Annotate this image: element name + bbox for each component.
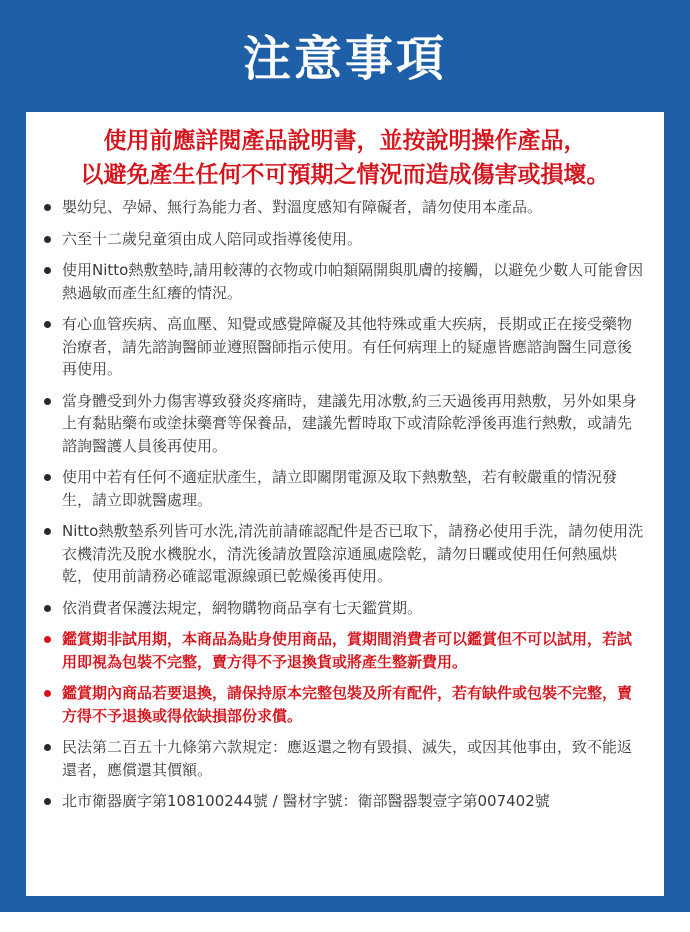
item-text: Nitto熱敷墊系列皆可水洗,清洗前請確認配件是否已取下，請務必使用手洗，請勿使用洗衣機清洗及脫水機脫水，清洗後請放置陰涼通風處陰乾，請勿日曬或使用任何熱風烘乾，使用前請務必確認電源線頭已乾燥後再使用。 [62,522,644,585]
item-text: 依消費者保護法規定，網物購物商品享有七天鑑賞期。 [62,598,423,617]
bullet-icon [44,236,51,243]
item-text: 使用中若有任何不適症狀產生，請立即關閉電源及取下熱敷墊，若有較嚴重的情況發生，請立即就醫處理。 [62,468,618,509]
bullet-icon [44,474,51,481]
list-item [42,790,646,813]
list-item [42,628,646,673]
list-item [42,196,646,219]
item-text: 使用Nitto熱敷墊時,請用較薄的衣物或巾帕類隔開與肌膚的接觸，以避免少數人可能會因熱過敏而產生紅癢的情況。 [62,261,644,302]
list-item [42,520,646,588]
bullet-icon [44,528,51,535]
headline-line-2: 以避免產生任何不可預期之情況而造成傷害或損壞。 [80,162,610,188]
list-item [42,736,646,781]
list-item [42,597,646,620]
bullet-icon [44,267,51,274]
bullet-icon [44,690,51,697]
list-item [42,259,646,304]
notice-list [42,196,646,822]
item-text: 鑑賞期非試用期，本商品為貼身使用商品，賞期間消費者可以鑑賞但不可以試用，若試用即視為包裝不完整，賣方得不予退換貨或將產生整新費用。 [62,630,633,671]
headline [26,124,664,192]
bullet-icon [44,204,51,211]
list-item [42,390,646,458]
bullet-icon [44,798,51,805]
list-item [42,466,646,511]
item-text: 有心血管疾病、高血壓、知覺或感覺障礙及其他特殊或重大疾病，長期或正在接受藥物治療者，請先諮詢醫師並遵照醫師指示使用。有任何病理上的疑慮皆應諮詢醫生同意後再使用。 [62,315,633,378]
bullet-icon [44,321,51,328]
bullet-icon [44,398,51,405]
item-text: 六至十二歲兒童須由成人陪同或指導後使用。 [62,229,363,248]
item-text: 北市衛器廣字第108100244號 / 醫材字號：衛部醫器製壹字第007402號 [62,792,550,810]
bullet-icon [44,636,51,643]
item-text: 民法第二百五十九條第六款規定：應返還之物有毀損、滅失，或因其他事由，致不能返還者，應償還其價額。 [62,738,633,779]
list-item [42,313,646,381]
notice-panel [26,112,664,896]
item-text: 嬰幼兒、孕婦、無行為能力者、對溫度感知有障礙者，請勿使用本產品。 [62,198,543,216]
headline-line-1: 使用前應詳閱產品說明書，並按說明操作產品， [103,128,587,154]
bullet-icon [44,605,51,612]
page-title: 注意事項 [242,31,447,87]
list-item [42,682,646,727]
item-text: 當身體受到外力傷害導致發炎疼痛時，建議先用冰敷,約三天過後再用熱敷，另外如果身上有黏貼藥布或塗抹藥膏等保養品，建議先暫時取下或清除乾淨後再進行熱敷，或請先諮詢醫護人員後再使用。 [62,391,637,455]
bullet-icon [44,744,51,751]
item-text: 鑑賞期內商品若要退換，請保持原本完整包裝及所有配件，若有缺件或包裝不完整，賣方得不予退換或得依缺損部份求償。 [62,684,633,725]
list-item [42,228,646,251]
